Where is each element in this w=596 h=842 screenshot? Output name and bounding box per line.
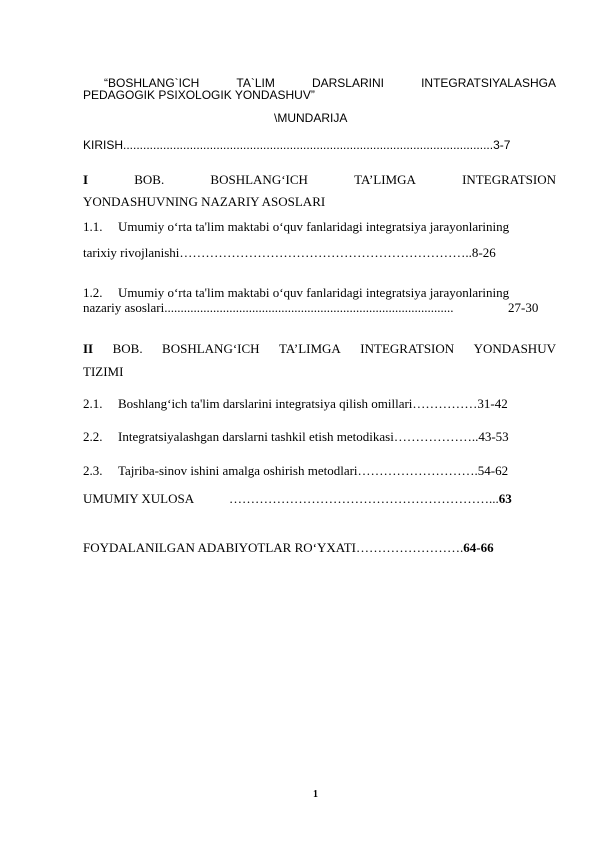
document-title-line-2: PEDAGOGIK PSIXOLOGIK YONDASHUV” [83, 88, 315, 102]
toc-item-2-2-text: Integratsiyalashgan darslarni tashkil etish metodikasi………………..43-53 [118, 429, 509, 444]
chapter-word: INTEGRATSION [360, 341, 455, 356]
toc-item-2-3-text: Tajriba-sinov ishini amalga oshirish metodlari……………………….54-62 [118, 463, 509, 478]
toc-item-2-1-number: 2.1. [83, 396, 103, 411]
toc-item-1-1-line-2: tarixiy rivojlanishi…………………………………………………………..8-26 [83, 245, 496, 260]
toc-item-1-2-line-2: nazariy asoslari......................................................................................... [83, 300, 454, 315]
title-word: INTEGRATSIYALASHGA [421, 76, 556, 90]
title-word: “BOSHLANG`ICH [104, 76, 200, 90]
toc-entry-text: FOYDALANILGAN ADABIYOTLAR RO‘YXATI……………………. [83, 540, 464, 555]
toc-chapter-2-line-2: TIZIMI [83, 364, 124, 379]
chapter-word: TA’LIMGA [354, 172, 416, 187]
chapter-numeral: I [83, 172, 89, 187]
toc-item-1-1-number: 1.1. [83, 219, 103, 234]
chapter-word: BOB. [134, 172, 165, 187]
toc-references [83, 541, 494, 555]
chapter-word: INTEGRATSION [462, 172, 556, 187]
chapter-word: TA’LIMGA [279, 341, 341, 356]
toc-conclusion-leader [229, 492, 512, 506]
toc-conclusion-label: UMUMIY XULOSA [83, 491, 195, 506]
toc-chapter-2-line-1 [83, 342, 556, 356]
chapter-word: BOSHLANG‘ICH [162, 341, 260, 356]
contents-heading: \MUNDARIJA [274, 111, 348, 125]
chapter-word: YONDASHUV [473, 341, 556, 356]
chapter-word: BOB. [112, 341, 143, 356]
toc-entry-intro [83, 138, 510, 152]
toc-entry-text: KIRISH............................................................................................................... [83, 138, 494, 152]
title-word: DARSLARINI [311, 76, 384, 90]
chapter-numeral: II [83, 341, 94, 356]
toc-item-2-2-number: 2.2. [83, 429, 103, 444]
chapter-word: BOSHLANG‘ICH [210, 172, 308, 187]
toc-item-2-3-number: 2.3. [83, 463, 103, 478]
toc-item-1-2-number: 1.2. [83, 285, 103, 300]
toc-item-1-2-line-1: Umumiy o‘rta ta'lim maktabi o‘quv fanlaridagi integratsiya jarayonlarining [118, 285, 510, 300]
toc-entry-dots: ……………………………………………………... [229, 491, 499, 506]
toc-chapter-1-line-1 [83, 173, 556, 187]
toc-entry-pages: 64-66 [463, 540, 494, 555]
page-number: 1 [313, 789, 318, 800]
toc-entry-pages: 3-7 [493, 138, 511, 152]
toc-item-1-2-pages: 27-30 [508, 300, 539, 315]
title-word: TA`LIM [236, 76, 275, 90]
toc-item-1-1-line-1: Umumiy o‘rta ta'lim maktabi o‘quv fanlaridagi integratsiya jarayonlarining [118, 219, 510, 234]
toc-entry-pages: 63 [498, 491, 512, 506]
toc-item-2-1-text: Boshlang‘ich ta'lim darslarini integratsiya qilish omillari……………31-42 [118, 396, 508, 411]
toc-chapter-1-line-2: YONDASHUVNING NAZARIY ASOSLARI [83, 194, 326, 209]
